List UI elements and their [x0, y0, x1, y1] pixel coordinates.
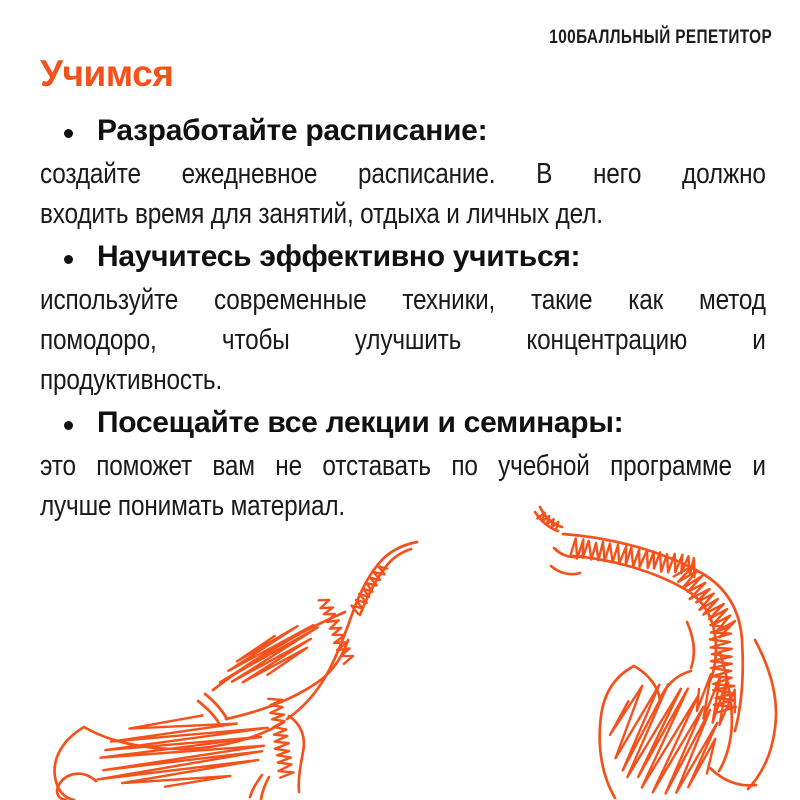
section-body-schedule — [40, 154, 766, 234]
body-line: помодоро, чтобы улучшить концентрацию и — [40, 324, 766, 356]
bird-sketch-left-illustration — [0, 520, 420, 800]
page-title: Учимся — [40, 53, 174, 94]
body-line: лучше понимать материал. — [40, 490, 345, 522]
section-title-label: Научитесь эффективно учиться: — [97, 240, 581, 273]
bird-right-scribble-fill — [537, 513, 736, 794]
brand-logo: 100БАЛЛЬНЫЙ РЕПЕТИТОР — [549, 27, 772, 48]
section-title-label: Разработайте расписание: — [97, 114, 488, 147]
section-body-effective-learning — [40, 280, 766, 400]
bullet-icon — [64, 255, 73, 264]
section-title-lectures — [40, 404, 766, 442]
main-content — [40, 52, 766, 530]
section-title-label: Посещайте все лекции и семинары: — [97, 406, 624, 439]
bullet-icon — [64, 421, 73, 430]
body-line: это поможет вам не отставать по учебной программе и — [40, 450, 766, 482]
body-line: используйте современные техники, такие как метод — [40, 284, 766, 316]
bird-sketch-right-illustration — [470, 495, 800, 800]
bullet-icon — [64, 129, 73, 138]
body-line: продуктивность. — [40, 364, 223, 396]
body-line: входить время для занятий, отдыха и личных дел. — [40, 198, 603, 230]
bird-left-scribble-fill — [98, 566, 388, 787]
section-title-schedule — [40, 112, 766, 150]
body-line: создайте ежедневное расписание. В него должно — [40, 158, 766, 190]
section-title-effective-learning — [40, 238, 766, 276]
section-body-lectures — [40, 446, 766, 526]
